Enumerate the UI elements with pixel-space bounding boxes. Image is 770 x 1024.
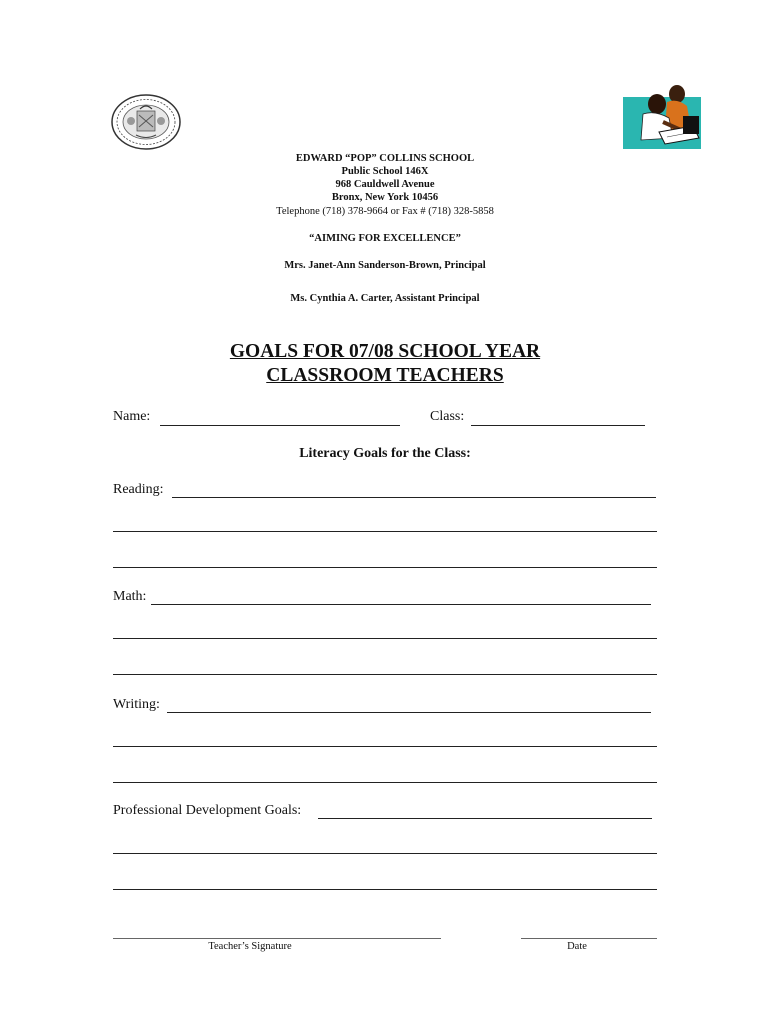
math-line-1[interactable]	[151, 604, 651, 605]
pd-goals-label: Professional Development Goals:	[113, 803, 302, 818]
reading-label: Reading:	[113, 482, 164, 497]
writing-line-2[interactable]	[113, 746, 657, 747]
form-title-line2: CLASSROOM TEACHERS	[266, 365, 504, 386]
writing-label: Writing:	[113, 697, 160, 712]
date-line[interactable]	[521, 938, 657, 939]
writing-line-3[interactable]	[113, 782, 657, 783]
reading-line-2[interactable]	[113, 531, 657, 532]
principal-name: Mrs. Janet-Ann Sanderson-Brown, Principal	[284, 260, 486, 271]
school-ps: Public School 146X	[341, 166, 429, 177]
students-studying-clipart	[623, 82, 703, 152]
pd-goals-line-2[interactable]	[113, 853, 657, 854]
school-street: 968 Cauldwell Avenue	[335, 179, 435, 190]
pd-goals-line-1[interactable]	[318, 818, 652, 819]
name-label: Name:	[113, 409, 151, 424]
writing-line-1[interactable]	[167, 712, 651, 713]
date-label: Date	[567, 941, 587, 952]
literacy-goals-heading: Literacy Goals for the Class:	[299, 446, 471, 461]
teacher-signature-label: Teacher’s Signature	[208, 941, 292, 952]
reading-line-3[interactable]	[113, 567, 657, 568]
school-motto: “AIMING FOR EXCELLENCE”	[309, 233, 461, 244]
name-field-line[interactable]	[160, 425, 400, 426]
teacher-signature-line[interactable]	[113, 938, 441, 939]
class-label: Class:	[430, 409, 465, 424]
form-title-line1: GOALS FOR 07/08 SCHOOL YEAR	[229, 341, 541, 362]
class-field-line[interactable]	[471, 425, 645, 426]
reading-line-1[interactable]	[172, 497, 656, 498]
math-line-3[interactable]	[113, 674, 657, 675]
school-name: EDWARD “POP” COLLINS SCHOOL	[295, 153, 475, 164]
school-phone: Telephone (718) 378-9664 or Fax # (718) 328-5858	[276, 206, 494, 217]
pd-goals-line-3[interactable]	[113, 889, 657, 890]
school-city: Bronx, New York 10456	[331, 192, 439, 203]
asst-principal-name: Ms. Cynthia A. Carter, Assistant Principal	[290, 293, 480, 304]
math-label: Math:	[113, 589, 147, 604]
nyc-seal-icon	[110, 93, 182, 151]
math-line-2[interactable]	[113, 638, 657, 639]
